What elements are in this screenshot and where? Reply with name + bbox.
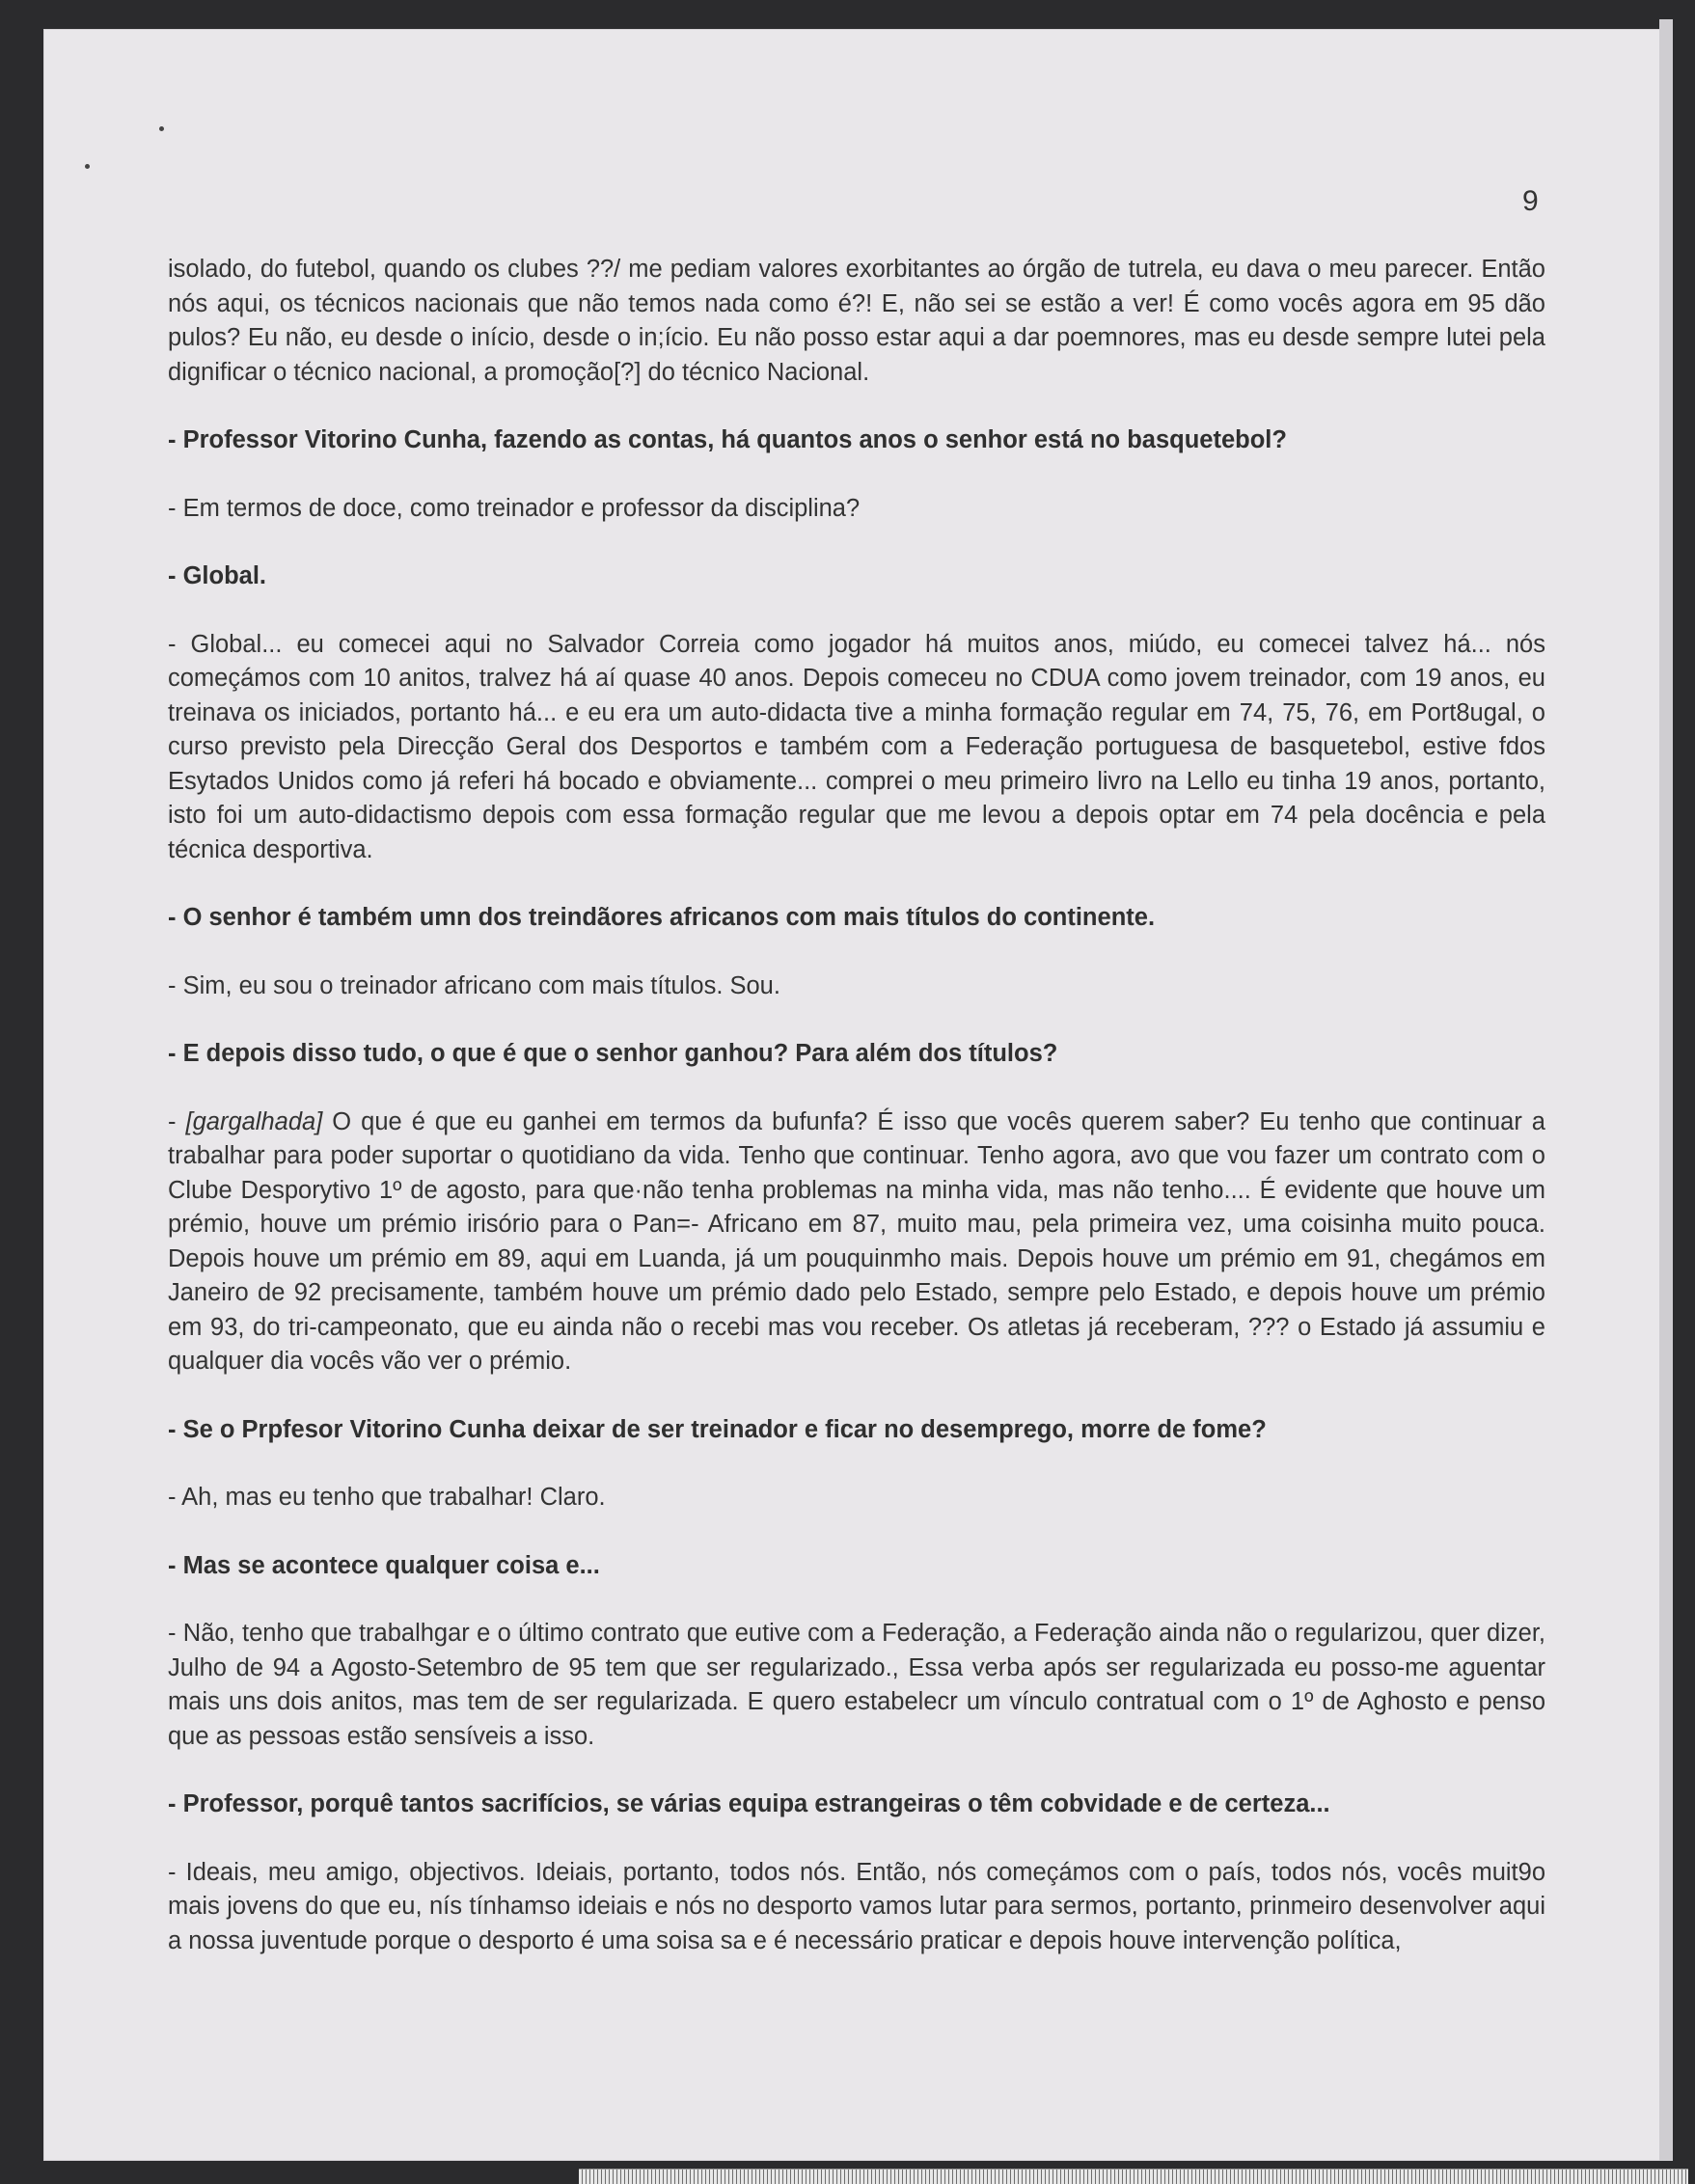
answer-paragraph: - Global... eu comecei aqui no Salvador Correia como jogador há muitos anos, miúdo, eu comecei talvez há... nós começámos com 10 anitos, tralvez há aí quase 40 anos. Depois comeceu no CDUA como jovem treinador, com 19 anos, eu treinava os iniciados, portanto há... e eu era um auto-didacta tive a minha formação regular em 74, 75, 76, em Port8ugal, o curso previsto pela Direcção Geral dos Desportos e também com a Federação portuguesa de basquetebol, estive fdos Esytados Unidos como já referi há bocado e obviamente... comprei o meu primeiro livro na Lello eu tinha 19 anos, portanto, isto foi um auto-didactismo depois com essa formação regular que me levou a depois optar em 74 pela docência e pela técnica desportiva.	[168, 630, 1545, 863]
answer-text: O que é que eu ganhei em termos da bufunfa? É isso que vocês querem saber? Eu tenho que continuar a trabalhar para poder suportar o quotidiano da vida. Tenho que continuar. Tenho agora, avo que vou fazer um contrato com o Clube Desporytivo 1º de agosto, para que·não tenha problemas na minha vida, mas não tenho.... É evidente que houve um prémio, houve um prémio irisório para o Pan=- Africano em 87, muito mau, pela primeira vez, uma coisinha muito pouca. Depois houve um prémio em 89, aqui em Luanda, já um pouquinmho mais. Depois houve um prémio em 91, chegámos em Janeiro de 92 precisamente, também houve um prémio dado pelo Estado, sempre pelo Estado, e depois houve um prémio em 93, do tri-campeonato, que eu ainda não o recebi mas vou receber. Os atletas já receberam, ??? o Estado já assumiu e qualquer dia vocês vão ver o prémio.	[168, 1107, 1545, 1375]
answer-paragraph: - Não, tenho que trabalhgar e o último contrato que eutive com a Federação, a Federação ainda não o regularizou, quer dizer, Julho de 94 a Agosto-Setembro de 95 tem que ser regularizado., Essa verba após ser regularizada eu posso-me aguentar mais uns dois anitos, mas tem de ser regularizada. E quero estabelecr um vínculo contratual com o 1º de Aghosto e penso que as pessoas estão sensíveis a isso.	[168, 1620, 1545, 1750]
answer-paragraph: - Em termos de doce, como treinador e professor da disciplina?	[168, 494, 861, 522]
page-number: 9	[1522, 185, 1539, 217]
answer-paragraph: isolado, do futebol, quando os clubes ??/ me pediam valores exorbitantes ao órgão de tutrela, eu dava o meu parecer. Então nós aqui, os técnicos nacionais que não temos nada como é?! E, não sei se estão a ver! É como vocês agora em 95 dão pulos? Eu não, eu desde o início, desde o in;ício. Eu não posso estar aqui a dar poemnores, mas eu desde sempre lutei pela dignificar o técnico nacional, a promoção[?] do técnico Nacional.	[168, 256, 1545, 386]
question-paragraph: - Professor Vitorino Cunha, fazendo as contas, há quantos anos o senhor está no basquetebol?	[168, 426, 1287, 453]
laughter-annotation: [gargalhada]	[185, 1107, 323, 1135]
question-paragraph: - O senhor é também umn dos treindãores africanos com mais títulos do continente.	[168, 904, 1156, 931]
transcript-body	[168, 253, 1545, 1992]
question-paragraph: - E depois disso tudo, o que é que o senhor ganhou? Para além dos títulos?	[168, 1040, 1058, 1067]
answer-paragraph	[168, 1106, 1545, 1379]
page-edge	[1659, 19, 1673, 2161]
question-paragraph: - Se o Prpfesor Vitorino Cunha deixar de ser treinador e ficar no desemprego, morre de fome?	[168, 1415, 1267, 1443]
scan-speck	[85, 164, 90, 169]
question-paragraph: - Global.	[168, 562, 266, 589]
question-paragraph: - Mas se acontece qualquer coisa e...	[168, 1551, 600, 1579]
answer-paragraph: - Sim, eu sou o treinador africano com mais títulos. Sou.	[168, 971, 780, 999]
scan-speck	[159, 126, 164, 131]
answer-paragraph: - Ideais, meu amigo, objectivos. Ideiais, portanto, todos nós. Então, nós começámos com o país, todos nós, vocês muit9o mais jovens do que eu, nís tínhamso ideiais e nós no desporto vamos lutar para sermos, portanto, prinmeiro desenvolver aqui a nossa juventude porque o desporto é uma soisa sa e é necessário praticar e depois houve intervenção política,	[168, 1858, 1545, 1954]
scan-ruler	[579, 2169, 1688, 2184]
answer-paragraph: - Ah, mas eu tenho que trabalhar! Claro.	[168, 1484, 606, 1511]
question-paragraph: - Professor, porquê tantos sacrifícios, se várias equipa estrangeiras o têm cobvidade e de certeza...	[168, 1790, 1330, 1817]
answer-prefix: -	[168, 1107, 186, 1135]
